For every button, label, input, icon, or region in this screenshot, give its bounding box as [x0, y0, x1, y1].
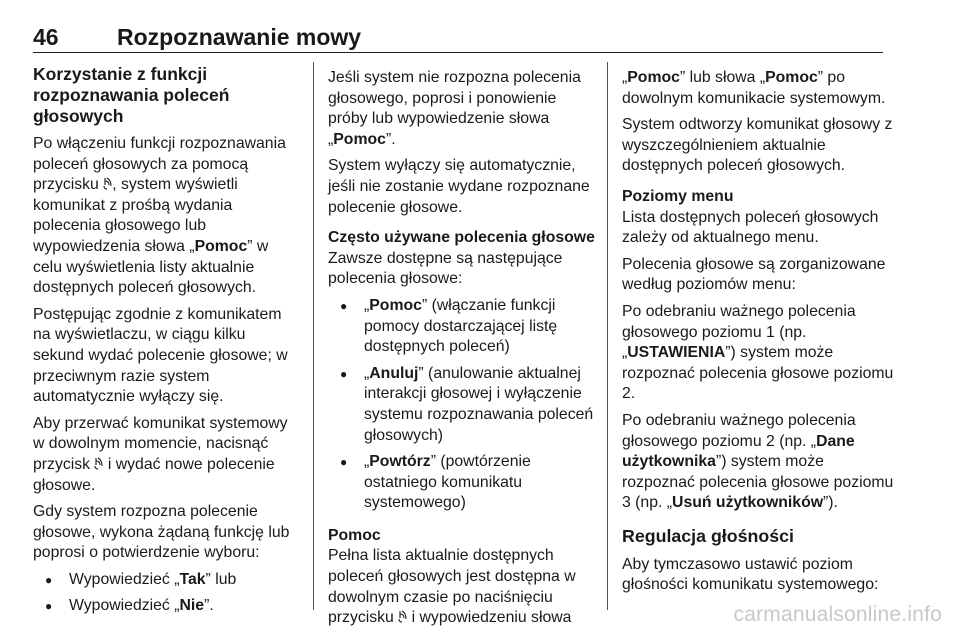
- column-divider-2: [607, 62, 608, 610]
- paragraph: Po odebraniu ważnego polecenia głosowego poziomu 2 (np. „Dane użytkownika”) system może rozpoznać polecenia głosowe poziomu 3 (np. „Usuń użytkowników”).: [622, 411, 894, 512]
- page-title: Rozpoznawanie mowy: [117, 24, 362, 50]
- section-heading-volume: Regulacja głośności: [622, 525, 794, 546]
- paragraph: „Pomoc” lub słowa „Pomoc” po dowolnym komunikacie systemowym.: [622, 69, 886, 107]
- column-3: [622, 68, 894, 602]
- subheading-common-commands: Często używane polecenia głosowe: [328, 229, 595, 247]
- list-item: ● „Pomoc” (włączanie funkcji pomocy dostarczającej listę dostępnych poleceń): [328, 296, 596, 358]
- paragraph: Lista dostępnych poleceń głosowych zależy od aktualnego menu.: [622, 208, 879, 247]
- paragraph: System odtworzy komunikat głosowy z wyszczególnieniem aktualnie dostępnych poleceń głosowych.: [622, 116, 893, 175]
- common-commands-list: [328, 296, 596, 514]
- paragraph: Po włączeniu funkcji rozpoznawania poleceń głosowych za pomocą przycisku , system wyświetli komunikat z prośbą wydania polecenia głosowego lub wypowiedzenia słowa „Pomoc” w celu wyświetlenia listy aktualnie dostępnych poleceń głosowych.: [33, 135, 286, 297]
- confirmation-list: [33, 570, 298, 617]
- paragraph: Gdy system rozpozna polecenie głosowe, wykona żądaną funkcję lub poprosi o potwierdzenie wyboru:: [33, 503, 290, 562]
- paragraph: Jeśli system nie rozpozna polecenia głosowego, poprosi i ponowienie próby lub wypowiedzenie słowa „Pomoc”.: [328, 69, 581, 148]
- page-header: [33, 24, 883, 53]
- column-divider-1: [313, 62, 314, 610]
- voice-mic-icon: [398, 610, 407, 623]
- paragraph: Postępując zgodnie z komunikatem na wyświetlaczu, w ciągu kilku sekund wydać polecenie głosowe; w przeciwnym razie system automatycznie wyłączy się.: [33, 305, 288, 406]
- voice-mic-icon: [103, 177, 112, 190]
- paragraph: Pełna lista aktualnie dostępnych poleceń głosowych jest dostępna w dowolnym czasie po naciśnięciu przycisku i wypowiedzeniu słowa: [328, 547, 576, 627]
- paragraph: Aby tymczasowo ustawić poziom głośności komunikatu systemowego:: [622, 555, 879, 594]
- list-item: ● „Powtórz” (powtórzenie ostatniego komunikatu systemowego): [328, 452, 596, 514]
- column-2: [328, 68, 596, 635]
- paragraph: Po odebraniu ważnego polecenia głosowego poziomu 1 (np. „USTAWIENIA”) system może rozpoznać polecenia głosowe poziomu 2.: [622, 302, 894, 403]
- subheading-help: Pomoc: [328, 526, 381, 544]
- list-item: ● „Anuluj” (anulowanie aktualnej interakcji głosowej i wyłączenie systemu rozpoznawania poleceń głosowych): [328, 364, 596, 446]
- list-item: ● Wypowiedzieć „Tak” lub: [33, 570, 298, 591]
- column-1: [33, 64, 298, 623]
- paragraph: Aby przerwać komunikat systemowy w dowolnym momencie, nacisnąć przycisk i wydać nowe polecenie głosowe.: [33, 414, 288, 494]
- paragraph: Zawsze dostępne są następujące polecenia głosowe:: [328, 249, 563, 288]
- watermark: carmanualsonline.info: [733, 603, 942, 626]
- paragraph: System wyłączy się automatycznie, jeśli nie zostanie wydane rozpoznane polecenie głosowe.: [328, 157, 590, 216]
- section-heading-usage: Korzystanie z funkcji rozpoznawania poleceń głosowych: [33, 64, 230, 126]
- subheading-menu-levels: Poziomy menu: [622, 187, 734, 205]
- list-item: ● Wypowiedzieć „Nie”.: [33, 596, 298, 617]
- page-number: 46: [33, 24, 59, 50]
- paragraph: Polecenia głosowe są zorganizowane według poziomów menu:: [622, 255, 886, 294]
